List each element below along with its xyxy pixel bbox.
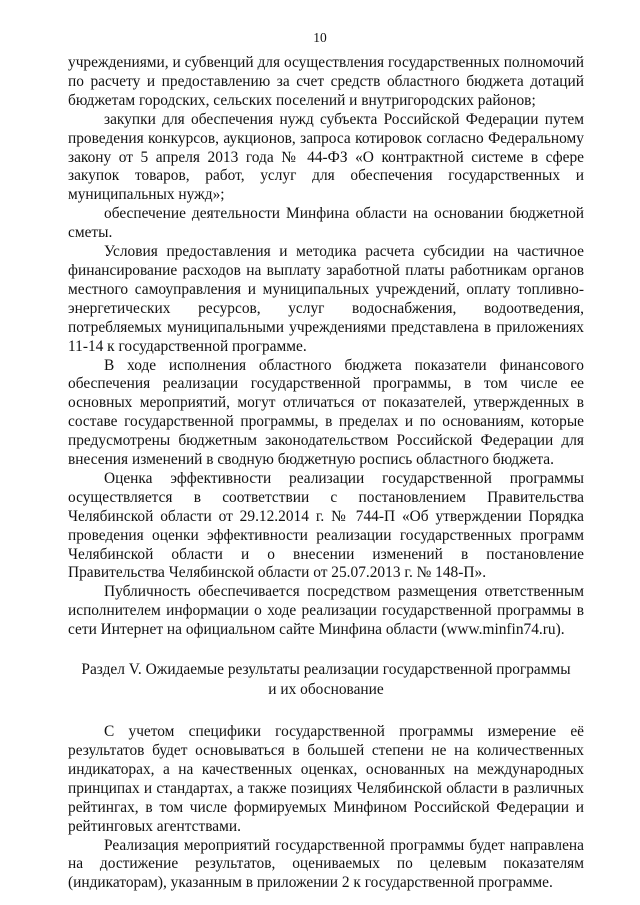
paragraph-results-indicators: Реализация мероприятий государственной программы будет направлена на достижение результатов, оцениваемых по целевым показателям (индикаторам), указанным в приложении 2 к государственной программе. bbox=[68, 836, 584, 892]
document-body bbox=[68, 54, 584, 893]
paragraph-procurement: закупки для обеспечения нужд субъекта Российской Федерации путем проведения конкурсов, аукционов, запроса котировок согласно Федеральному закону от 5 апреля 2013 года № 44-ФЗ «О контрактной системе в сфере закупок товаров, работ, услуг для обеспечения государственных и муниципальных нужд»; bbox=[68, 110, 584, 204]
paragraph-efficiency-assessment: Оценка эффективности реализации государственной программы осуществляется в соответствии с постановлением Правительства Челябинской области от 29.12.2014 г. № 744-П «Об утверждении Порядка проведения оценки эффективности реализации государственных программ Челябинской области и о внесении изменений в постановление Правительства Челябинской области от 25.07.2013 г. № 148-П». bbox=[68, 469, 584, 582]
page-number: 10 bbox=[313, 30, 327, 45]
paragraph-continuation: учреждениями, и субвенций для осуществления государственных полномочий по расчету и предоставлению за счет средств областного бюджета дотаций бюджетам городских, сельских поселений и внутригородских районов; bbox=[68, 54, 584, 109]
paragraph-results-measurement: С учетом специфики государственной программы измерение её результатов будет основываться в большей степени не на количественных индикаторах, а на качественных оценках, основанных на международных принципах и стандартах, а также позициях Челябинской области в различных рейтингах, в том числе формируемых Минфином Российской Федерации и рейтинговых агентствами. bbox=[68, 723, 584, 835]
paragraph-ministry-activity: обеспечение деятельности Минфина области на основании бюджетной сметы. bbox=[68, 205, 584, 242]
section-heading-line1: Раздел V. Ожидаемые результаты реализации государственной программы bbox=[81, 661, 571, 679]
paragraph-subsidy-conditions: Условия предоставления и методика расчета субсидии на частичное финансирование расходов на выплату заработной платы работникам органов местного самоуправления и муниципальных учреждений, оплату топливно-энергетических ресурсов, услуг водоснабжения, водоотведения, потребляемых муниципальными учреждениями представлена в приложениях 11-14 к государственной программе. bbox=[68, 243, 584, 355]
paragraph-publicity: Публичность обеспечивается посредством размещения ответственным исполнителем информации о ходе реализации государственной программы в сети Интернет на официальном сайте Минфина области (www.minfin74.ru). bbox=[68, 583, 584, 639]
section-heading-line2: и их обоснование bbox=[268, 680, 384, 698]
section-heading bbox=[68, 660, 584, 699]
paragraph-budget-execution: В ходе исполнения областного бюджета показатели финансового обеспечения реализации государственной программы, в том числе ее основных мероприятий, могут отличаться от показателей, утвержденных в составе государственной программы, в пределах и по основаниям, которые предусмотрены бюджетным законодательством Российской Федерации для внесения изменений в сводную бюджетную роспись областного бюджета. bbox=[68, 356, 584, 469]
